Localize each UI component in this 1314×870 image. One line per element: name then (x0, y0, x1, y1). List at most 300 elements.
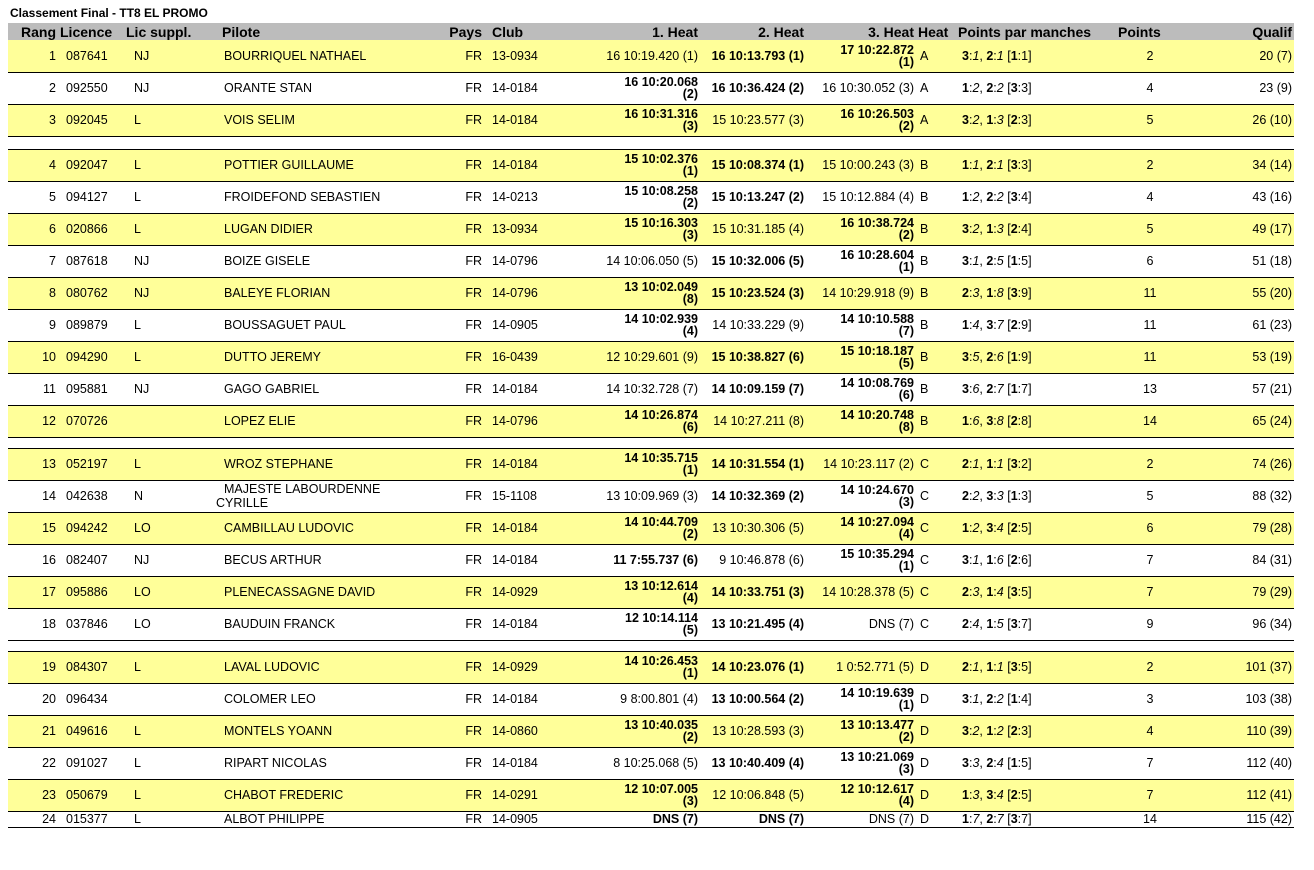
cell-heat1 (588, 779, 700, 811)
cell-heat2 (700, 576, 806, 608)
cell-heat-group: B (916, 149, 956, 181)
heat-result: 14 10:09.159 (7) (711, 382, 804, 396)
cell-qualif: 26 (10) (1184, 104, 1294, 136)
cell-heat1 (588, 448, 700, 480)
col-heat3: 3. Heat (806, 23, 916, 40)
cell-pilote (210, 480, 442, 512)
cell-rang: 21 (8, 715, 58, 747)
cell-points: 5 (1116, 480, 1184, 512)
table-row (8, 373, 1294, 405)
heat-result: 11 7:55.737 (6) (613, 553, 698, 567)
cell-heat1 (588, 608, 700, 640)
cell-heat3 (806, 779, 916, 811)
cell-pays: FR (442, 181, 484, 213)
cell-points-par-manches (956, 608, 1116, 640)
cell-qualif: 51 (18) (1184, 245, 1294, 277)
cell-heat1 (588, 149, 700, 181)
table-row (8, 181, 1294, 213)
cell-points: 11 (1116, 277, 1184, 309)
cell-pays: FR (442, 104, 484, 136)
cell-rang: 3 (8, 104, 58, 136)
cell-heat2 (700, 811, 806, 827)
cell-points: 13 (1116, 373, 1184, 405)
cell-points: 6 (1116, 245, 1184, 277)
cell-heat3 (806, 373, 916, 405)
cell-pilote: VOIS SELIM (210, 104, 442, 136)
cell-heat1 (588, 40, 700, 72)
heat-result: 15 10:31.185 (4) (712, 222, 804, 236)
cell-lic-suppl: L (124, 448, 210, 480)
cell-heat2 (700, 448, 806, 480)
heat-result: 9 10:46.878 (6) (719, 553, 804, 567)
col-lic-suppl: Lic suppl. (124, 23, 210, 40)
cell-club: 14-0184 (484, 104, 588, 136)
cell-heat3 (806, 747, 916, 779)
cell-club: 16-0439 (484, 341, 588, 373)
pilote-line-1: MAJESTE LABOURDENNE (224, 482, 381, 496)
cell-points: 5 (1116, 213, 1184, 245)
cell-points-par-manches (956, 181, 1116, 213)
cell-pays: FR (442, 608, 484, 640)
cell-heat-group: B (916, 309, 956, 341)
cell-lic-suppl (124, 405, 210, 437)
heat-place: (2) (682, 87, 698, 101)
cell-heat3 (806, 309, 916, 341)
cell-pilote: LAVAL LUDOVIC (210, 651, 442, 683)
cell-lic-suppl: LO (124, 608, 210, 640)
cell-pilote: PLENECASSAGNE DAVID (210, 576, 442, 608)
cell-lic-suppl: NJ (124, 245, 210, 277)
cell-heat1 (588, 245, 700, 277)
cell-pilote: BECUS ARTHUR (210, 544, 442, 576)
cell-heat3 (806, 181, 916, 213)
cell-qualif: 23 (9) (1184, 72, 1294, 104)
cell-heat-group: A (916, 40, 956, 72)
heat-result: 14 10:06.050 (5) (606, 254, 698, 268)
cell-qualif: 115 (42) (1184, 811, 1294, 827)
cell-licence: 050679 (58, 779, 124, 811)
cell-rang: 13 (8, 448, 58, 480)
heat-time: 14 10:26.453 (624, 654, 698, 668)
cell-heat1 (588, 181, 700, 213)
cell-rang: 7 (8, 245, 58, 277)
cell-heat2 (700, 608, 806, 640)
cell-qualif: 101 (37) (1184, 651, 1294, 683)
heat-place: (2) (682, 730, 698, 744)
heat-place: (1) (682, 463, 698, 477)
points-par-manches-text: 2:2, 3:3 [1:3] (962, 489, 1032, 503)
points-par-manches-text: 3:2, 1:3 [2:4] (962, 222, 1032, 236)
cell-lic-suppl: NJ (124, 72, 210, 104)
cell-club: 14-0796 (484, 245, 588, 277)
cell-licence: 015377 (58, 811, 124, 827)
cell-heat2 (700, 104, 806, 136)
cell-lic-suppl: NJ (124, 40, 210, 72)
heat-result: DNS (7) (868, 812, 914, 826)
heat-result: 14 10:28.378 (5) (822, 585, 914, 599)
cell-heat3 (806, 104, 916, 136)
cell-heat-group: D (916, 651, 956, 683)
cell-pays: FR (442, 715, 484, 747)
heat-result: 16 10:36.424 (2) (711, 81, 804, 95)
table-row (8, 341, 1294, 373)
cell-licence: 094242 (58, 512, 124, 544)
heat-result: 14 10:31.554 (1) (711, 457, 804, 471)
cell-licence: 080762 (58, 277, 124, 309)
cell-club: 14-0796 (484, 277, 588, 309)
cell-pays: FR (442, 405, 484, 437)
cell-rang: 17 (8, 576, 58, 608)
cell-points-par-manches (956, 405, 1116, 437)
cell-heat1 (588, 373, 700, 405)
points-par-manches-text: 1:1, 2:1 [3:3] (962, 158, 1032, 172)
cell-points-par-manches (956, 544, 1116, 576)
cell-club: 14-0213 (484, 181, 588, 213)
cell-points-par-manches (956, 651, 1116, 683)
cell-heat3 (806, 811, 916, 827)
cell-heat-group: D (916, 811, 956, 827)
cell-heat2 (700, 181, 806, 213)
page-title: Classement Final - TT8 EL PROMO (10, 6, 208, 20)
col-heat: Heat (916, 23, 956, 40)
heat-result: 1 0:52.771 (5) (836, 660, 914, 674)
heat-result: 8 10:25.068 (5) (613, 756, 698, 770)
cell-heat-group: B (916, 373, 956, 405)
cell-rang: 19 (8, 651, 58, 683)
heat-time: 14 10:27.094 (840, 515, 914, 529)
heat-result: 14 10:32.369 (2) (711, 489, 804, 503)
heat-time: 15 10:18.187 (840, 344, 914, 358)
cell-qualif: 103 (38) (1184, 683, 1294, 715)
table-row (8, 779, 1294, 811)
col-heat1: 1. Heat (588, 23, 700, 40)
cell-qualif: 61 (23) (1184, 309, 1294, 341)
cell-club: 13-0934 (484, 40, 588, 72)
heat-place: (5) (898, 356, 914, 370)
heat-place: (1) (898, 698, 914, 712)
cell-pays: FR (442, 512, 484, 544)
cell-qualif: 79 (29) (1184, 576, 1294, 608)
separator-cell (8, 437, 1294, 448)
table-row (8, 448, 1294, 480)
heat-result: 13 10:00.564 (2) (711, 692, 804, 706)
cell-pilote: ALBOT PHILIPPE (210, 811, 442, 827)
cell-lic-suppl: L (124, 747, 210, 779)
heat-place: (2) (898, 119, 914, 133)
heat-result: 9 8:00.801 (4) (620, 692, 698, 706)
heat-place: (7) (898, 324, 914, 338)
cell-heat-group: C (916, 608, 956, 640)
heat-time: 15 10:02.376 (624, 152, 698, 166)
points-par-manches-text: 2:1, 1:1 [3:2] (962, 457, 1032, 471)
cell-heat-group: A (916, 72, 956, 104)
heat-time: 16 10:31.316 (624, 107, 698, 121)
cell-rang: 2 (8, 72, 58, 104)
group-separator (8, 640, 1294, 651)
cell-points-par-manches (956, 715, 1116, 747)
cell-heat-group: B (916, 341, 956, 373)
cell-pilote: FROIDEFOND SEBASTIEN (210, 181, 442, 213)
heat-result: 13 10:09.969 (3) (606, 489, 698, 503)
cell-pilote: BAUDUIN FRANCK (210, 608, 442, 640)
cell-heat-group: B (916, 405, 956, 437)
cell-club: 15-1108 (484, 480, 588, 512)
heat-result: 15 10:23.524 (3) (711, 286, 804, 300)
cell-points: 3 (1116, 683, 1184, 715)
separator-cell (8, 640, 1294, 651)
cell-rang: 22 (8, 747, 58, 779)
points-par-manches-text: 3:1, 1:6 [2:6] (962, 553, 1032, 567)
cell-pilote: RIPART NICOLAS (210, 747, 442, 779)
cell-licence: 049616 (58, 715, 124, 747)
heat-time: 16 10:26.503 (840, 107, 914, 121)
cell-points-par-manches (956, 779, 1116, 811)
cell-points-par-manches (956, 277, 1116, 309)
points-par-manches-text: 3:1, 2:5 [1:5] (962, 254, 1032, 268)
points-par-manches-text: 2:1, 1:1 [3:5] (962, 660, 1032, 674)
cell-heat2 (700, 651, 806, 683)
cell-heat2 (700, 149, 806, 181)
heat-place: (3) (682, 119, 698, 133)
cell-heat3 (806, 715, 916, 747)
cell-pilote: MONTELS YOANN (210, 715, 442, 747)
cell-points-par-manches (956, 373, 1116, 405)
heat-place: (2) (682, 196, 698, 210)
heat-result: 14 10:27.211 (8) (713, 414, 804, 428)
heat-result: 15 10:12.884 (4) (822, 190, 914, 204)
col-qualif: Qualif (1184, 23, 1294, 40)
heat-place: (8) (898, 420, 914, 434)
cell-club: 14-0905 (484, 309, 588, 341)
heat-time: 15 10:16.303 (624, 216, 698, 230)
cell-points-par-manches (956, 747, 1116, 779)
cell-points: 4 (1116, 715, 1184, 747)
cell-points-par-manches (956, 104, 1116, 136)
cell-points: 2 (1116, 149, 1184, 181)
cell-points-par-manches (956, 213, 1116, 245)
cell-heat3 (806, 405, 916, 437)
points-par-manches-text: 1:2, 2:2 [3:4] (962, 190, 1032, 204)
heat-result: 14 10:23.076 (1) (711, 660, 804, 674)
heat-time: 14 10:02.939 (624, 312, 698, 326)
cell-rang: 10 (8, 341, 58, 373)
heat-result: 15 10:13.247 (2) (711, 190, 804, 204)
cell-qualif: 112 (41) (1184, 779, 1294, 811)
heat-place: (1) (898, 54, 914, 69)
group-separator (8, 437, 1294, 448)
cell-licence: 037846 (58, 608, 124, 640)
heat-time: 15 10:35.294 (840, 547, 914, 561)
heat-time: 14 10:44.709 (624, 515, 698, 529)
cell-licence: 094290 (58, 341, 124, 373)
cell-heat3 (806, 608, 916, 640)
cell-pays: FR (442, 277, 484, 309)
cell-licence: 087641 (58, 40, 124, 72)
heat-result: 13 10:40.409 (4) (711, 756, 804, 770)
cell-points: 4 (1116, 72, 1184, 104)
table-row (8, 40, 1294, 72)
cell-heat2 (700, 341, 806, 373)
cell-heat3 (806, 576, 916, 608)
points-par-manches-text: 3:3, 2:4 [1:5] (962, 756, 1032, 770)
table-body (8, 40, 1294, 827)
cell-lic-suppl: LO (124, 512, 210, 544)
cell-points-par-manches (956, 576, 1116, 608)
cell-heat3 (806, 72, 916, 104)
cell-lic-suppl: NJ (124, 373, 210, 405)
heat-place: (4) (682, 324, 698, 338)
table-row (8, 512, 1294, 544)
cell-pilote: DUTTO JEREMY (210, 341, 442, 373)
cell-qualif: 65 (24) (1184, 405, 1294, 437)
table-row (8, 651, 1294, 683)
heat-result: 15 10:32.006 (5) (711, 254, 804, 268)
cell-heat1 (588, 811, 700, 827)
heat-time: 12 10:14.114 (625, 611, 698, 625)
cell-qualif: 53 (19) (1184, 341, 1294, 373)
cell-licence: 082407 (58, 544, 124, 576)
table-row (8, 544, 1294, 576)
cell-pilote: LUGAN DIDIER (210, 213, 442, 245)
cell-lic-suppl: L (124, 779, 210, 811)
cell-licence: 092550 (58, 72, 124, 104)
cell-points-par-manches (956, 245, 1116, 277)
table-row (8, 149, 1294, 181)
heat-place: (2) (898, 228, 914, 242)
cell-lic-suppl: L (124, 715, 210, 747)
cell-qualif: 20 (7) (1184, 40, 1294, 72)
cell-heat-group: B (916, 245, 956, 277)
cell-rang: 8 (8, 277, 58, 309)
cell-pays: FR (442, 811, 484, 827)
cell-licence: 042638 (58, 480, 124, 512)
heat-time: 17 10:22.872 (840, 42, 914, 57)
heat-result: 14 10:32.728 (7) (606, 382, 698, 396)
cell-lic-suppl: L (124, 811, 210, 827)
heat-result: 16 10:19.420 (1) (606, 48, 698, 63)
group-separator (8, 136, 1294, 149)
cell-licence: 020866 (58, 213, 124, 245)
cell-points: 7 (1116, 576, 1184, 608)
heat-result: 15 10:08.374 (1) (711, 158, 804, 172)
col-licence: Licence (58, 23, 124, 40)
cell-qualif: 110 (39) (1184, 715, 1294, 747)
cell-pilote: BOUSSAGUET PAUL (210, 309, 442, 341)
heat-time: 13 10:21.069 (840, 750, 914, 764)
heat-time: 16 10:28.604 (840, 248, 914, 262)
heat-place: (3) (898, 495, 914, 509)
cell-pilote: BOIZE GISELE (210, 245, 442, 277)
col-pays: Pays (442, 23, 484, 40)
cell-club: 14-0184 (484, 72, 588, 104)
cell-club: 14-0860 (484, 715, 588, 747)
cell-rang: 5 (8, 181, 58, 213)
cell-heat1 (588, 512, 700, 544)
cell-heat2 (700, 245, 806, 277)
cell-qualif: 74 (26) (1184, 448, 1294, 480)
cell-licence: 052197 (58, 448, 124, 480)
cell-licence: 094127 (58, 181, 124, 213)
cell-pays: FR (442, 245, 484, 277)
cell-qualif: 34 (14) (1184, 149, 1294, 181)
cell-points: 11 (1116, 341, 1184, 373)
cell-club: 14-0929 (484, 576, 588, 608)
cell-points: 14 (1116, 405, 1184, 437)
table-header-row (8, 23, 1294, 40)
table-row (8, 277, 1294, 309)
cell-rang: 4 (8, 149, 58, 181)
heat-result: 14 10:33.229 (9) (712, 318, 804, 332)
heat-place: (1) (898, 559, 914, 573)
cell-heat-group: A (916, 104, 956, 136)
heat-result: DNS (7) (758, 812, 804, 826)
cell-club: 13-0934 (484, 213, 588, 245)
heat-result: 15 10:38.827 (6) (711, 350, 804, 364)
heat-time: 12 10:07.005 (624, 782, 698, 796)
heat-time: 13 10:40.035 (624, 718, 698, 732)
cell-qualif: 55 (20) (1184, 277, 1294, 309)
cell-heat2 (700, 40, 806, 72)
cell-qualif: 57 (21) (1184, 373, 1294, 405)
cell-rang: 12 (8, 405, 58, 437)
cell-points: 11 (1116, 309, 1184, 341)
cell-pays: FR (442, 448, 484, 480)
cell-lic-suppl: L (124, 309, 210, 341)
cell-points: 14 (1116, 811, 1184, 827)
cell-heat-group: C (916, 480, 956, 512)
heat-time: 13 10:13.477 (840, 718, 914, 732)
cell-points-par-manches (956, 72, 1116, 104)
cell-pilote: POTTIER GUILLAUME (210, 149, 442, 181)
heat-place: (2) (682, 527, 698, 541)
cell-pays: FR (442, 576, 484, 608)
cell-heat1 (588, 309, 700, 341)
cell-pays: FR (442, 747, 484, 779)
heat-result: 13 10:28.593 (3) (712, 724, 804, 738)
cell-heat2 (700, 747, 806, 779)
cell-heat2 (700, 683, 806, 715)
points-par-manches-text: 3:5, 2:6 [1:9] (962, 350, 1032, 364)
heat-time: 14 10:26.874 (624, 408, 698, 422)
points-par-manches-text: 3:1, 2:1 [1:1] (962, 48, 1032, 63)
points-par-manches-text: 2:3, 1:8 [3:9] (962, 286, 1032, 300)
heat-time: 14 10:24.670 (840, 483, 914, 497)
cell-rang: 6 (8, 213, 58, 245)
cell-qualif: 112 (40) (1184, 747, 1294, 779)
table-row (8, 104, 1294, 136)
heat-result: 12 10:06.848 (5) (712, 788, 804, 802)
table-row (8, 245, 1294, 277)
cell-club: 14-0184 (484, 747, 588, 779)
cell-lic-suppl: L (124, 181, 210, 213)
cell-club: 14-0184 (484, 149, 588, 181)
pilote-line-2: CYRILLE (216, 496, 269, 510)
cell-club: 14-0905 (484, 811, 588, 827)
heat-time: 12 10:12.617 (840, 782, 914, 796)
heat-place: (3) (898, 762, 914, 776)
heat-result: 16 10:30.052 (3) (822, 81, 914, 95)
points-par-manches-text: 1:4, 3:7 [2:9] (962, 318, 1032, 332)
cell-heat-group: D (916, 747, 956, 779)
cell-rang: 20 (8, 683, 58, 715)
cell-heat2 (700, 779, 806, 811)
cell-heat-group: C (916, 448, 956, 480)
cell-heat3 (806, 448, 916, 480)
cell-points-par-manches (956, 448, 1116, 480)
col-points-par-manches: Points par manches (956, 23, 1116, 40)
heat-result: 15 10:23.577 (3) (712, 113, 804, 127)
cell-pilote: BOURRIQUEL NATHAEL (210, 40, 442, 72)
